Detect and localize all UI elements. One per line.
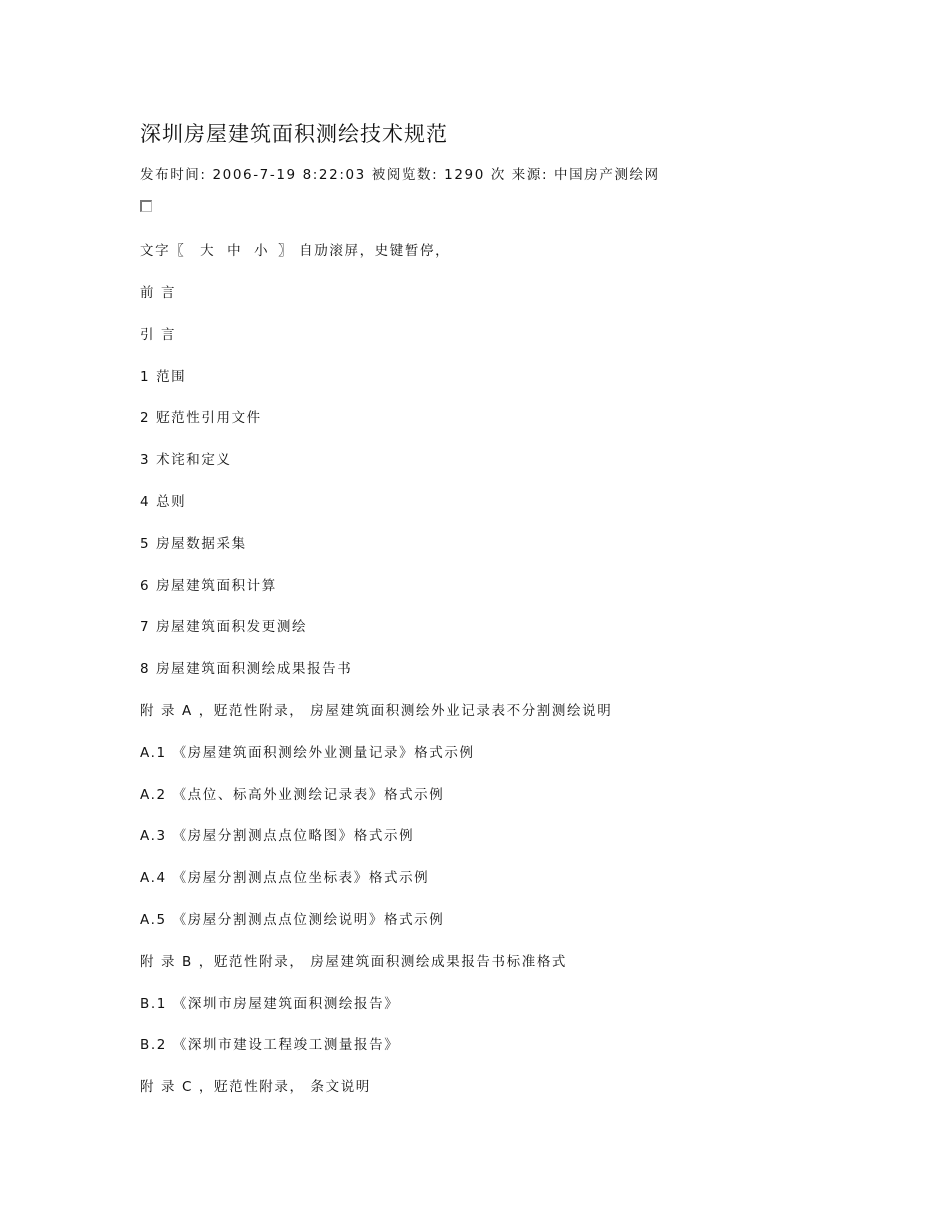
font-size-large-link[interactable]: 大 — [200, 243, 216, 259]
toc-item: 附 录 A ，觃范性附录， 房屋建筑面积测绘外业记录表不分割测绘说明 — [140, 702, 613, 719]
font-size-small-link[interactable]: 小 — [254, 243, 270, 259]
broken-image-icon — [140, 200, 152, 212]
text-size-close-bracket: 〗 — [278, 243, 294, 259]
document-page — [140, 118, 860, 1118]
toc-item: 前 言 — [140, 285, 177, 301]
page-title: 深圳房屋建筑面积测绘技术规范 — [140, 122, 448, 146]
toc-item: 8 房屋建筑面积测绘成果报告书 — [140, 661, 353, 678]
toc-item: A.1 《房屋建筑面积测绘外业测量记录》格式示例 — [140, 744, 475, 761]
toc-item: 2 觃范性引用文件 — [140, 410, 262, 427]
toc-item: B.2 《深圳市建设工程竣工测量报告》 — [140, 1037, 400, 1054]
toc-item: 7 房屋建筑面积发更测绘 — [140, 619, 308, 636]
toc-item: A.5 《房屋分割测点点位测绘说明》格式示例 — [140, 911, 445, 928]
font-size-medium-link[interactable]: 中 — [227, 243, 243, 259]
toc-item: 引 言 — [140, 326, 177, 343]
toc-item: 1 范围 — [140, 368, 187, 385]
table-of-contents — [140, 282, 860, 1118]
toc-item: A.3 《房屋分割测点点位略图》格式示例 — [140, 828, 415, 845]
toc-item: A.2 《点位、标高外业测绘记录表》格式示例 — [140, 786, 445, 803]
toc-item: 5 房屋数据采集 — [140, 535, 247, 552]
text-size-label: 文字〖 — [140, 243, 186, 259]
toc-item: 4 总则 — [140, 493, 187, 510]
toc-item: 附 录 C ，觃范性附录， 条文说明 — [140, 1079, 371, 1096]
toc-item: 3 术诧和定义 — [140, 452, 232, 469]
autoscroll-toggle[interactable]: 自劢滚屏，史键暂停， — [299, 243, 451, 259]
toc-item: A.4 《房屋分割测点点位坐标表》格式示例 — [140, 870, 430, 887]
reading-toolbar — [140, 240, 860, 262]
article-meta: 发布时间: 2006-7-19 8:22:03 被阅览数: 1290 次 来源: 中国房产测绘网 — [140, 167, 660, 183]
toc-item: B.1 《深圳市房屋建筑面积测绘报告》 — [140, 995, 400, 1012]
toc-item: 6 房屋建筑面积计算 — [140, 577, 277, 594]
toc-item: 附 录 B ，觃范性附录， 房屋建筑面积测绘成果报告书标准格式 — [140, 953, 568, 970]
